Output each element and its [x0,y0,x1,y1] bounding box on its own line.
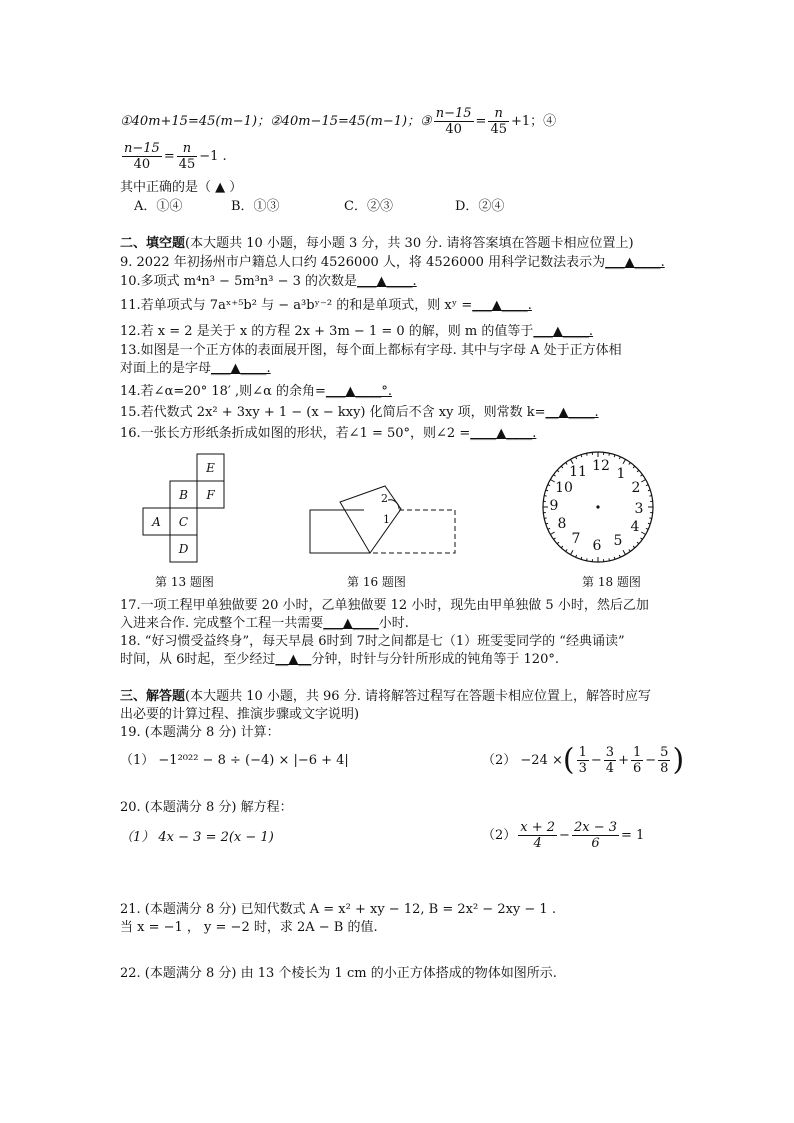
clock-tick [640,538,642,539]
clock-tick [609,453,610,455]
figure-caption-16: 第 16 题图 [347,575,406,589]
clock-tick [619,457,620,459]
q12: 12.若 x = 2 是关于 x 的方程 2x + 3m − 1 = 0 的解，则 m 的值等于___▲____. [120,324,594,339]
clock-tick [550,480,554,483]
q13-line2: 对面上的是字母___▲____. [120,361,271,376]
q10: 10.多项式 m⁴n³ − 5m³n³ − 3 的次数是___▲____. [120,274,417,289]
clock-tick [629,549,630,551]
q19-title: 19. (本题满分 8 分) 计算： [120,725,280,740]
clock-tick [566,463,567,465]
q18-line2: 时间，从 6时起，至少经过__▲__分钟，时针与分针所形成的钝角等于 120°. [120,652,559,667]
section3-instruction: (本大题共 10 小题，共 96 分. 请将解答过程写在答题卡相应位置上，解答时应写 [185,689,651,704]
clock-tick [554,475,556,476]
clock-tick [544,518,546,519]
net-letter-e: E [206,461,215,475]
clock-tick [561,466,563,468]
clock-tick [557,470,559,472]
q8-choice-c: C．②③ [344,199,393,214]
q8-question: 其中正确的是（ ▲ ） [120,180,243,195]
net-letter-b: B [179,488,188,502]
clock-number-9: 9 [549,498,559,514]
clock-tick [633,466,635,468]
q18-line1: 18. “好习惯受益终身”，每天早晨 6时到 7时之间都是七（1）班雯雯同学的 “经典诵读” [120,634,625,649]
section2-heading: 二、填空题 [120,236,186,251]
clock-number-8: 8 [557,516,567,532]
clock-tick [641,480,645,483]
clock-tick [633,546,635,548]
net-letter-a: A [152,515,161,529]
q19-part2: （2） −24 ×( $\frac{1}{3}$ − $\frac{3}{4}$ + $\frac{1}{6}$ − $\frac{5}{8}$ ) [482,742,685,778]
q17-line1: 17.一项工程甲单独做要 20 小时，乙单独做要 12 小时，现先由甲单独做 5 小时，然后乙加 [120,598,649,613]
q8-opt4-fraction: $\frac{n-15}{40}$ [124,141,160,172]
clock-tick [646,528,648,529]
clock-tick [640,475,642,476]
q8-choice-d: D．②④ [455,199,505,214]
clock-number-5: 5 [613,533,623,549]
q13-answer-blank: ___▲____. [211,361,271,376]
clock-tick [641,532,645,535]
q21-line1: 21. (本题满分 8 分) 已知代数式 A = x² + xy − 12, B = 2x² − 2xy − 1 . [120,902,556,917]
q17-answer-blank: ___▲____ [323,616,379,631]
q10-answer-blank: ___▲____. [357,274,417,289]
clock-figure [538,448,658,568]
angle-label-2: 2 [381,492,388,505]
clock-tick [587,558,588,560]
clock-tick [548,485,550,486]
clock-tick [548,528,550,529]
clock-tick [544,496,546,497]
q8-opt4-rhs-fraction: $\frac{n}{45}$ [178,141,196,172]
figure-caption-18: 第 18 题图 [582,575,641,589]
folded-strip-figure [305,478,460,558]
q8-choice-b: B．①③ [231,199,280,214]
clock-tick [554,538,556,539]
clock-tick [623,550,626,554]
q18-answer-blank: __▲__ [275,652,312,667]
clock-number-1: 1 [616,466,626,482]
section3-heading: 三、解答题 [120,689,186,704]
clock-number-11: 11 [569,464,587,480]
q11-answer-blank: ___▲____. [472,298,532,313]
q15: 15.若代数式 2x² + 3xy + 1 − (x − kxy) 化简后不含 xy 项，则常数 k=__▲____. [120,405,599,420]
q20-part2: （2） $\frac{x + 2}{4}$ − $\frac{2x - 3}{6}$ = 1 [482,820,645,851]
section3-instruction-line2: 出必要的计算过程、推演步骤或文字说明) [120,707,360,722]
clock-number-7: 7 [571,531,581,547]
q16-answer-blank: ____▲____. [470,426,537,441]
q8-options-line: ①40m+15=45(m−1)；②40m−15=45(m−1)；③ $\frac{n-15}{40}$ = $\frac{n}{45}$ +1；④ [120,106,557,137]
q15-answer-blank: __▲____. [545,405,599,420]
strip-left-part [310,510,370,553]
q8-opt3-rhs-fraction: $\frac{n}{45}$ [490,106,507,137]
q14-answer-blank: ___▲____°. [325,384,393,399]
clock-tick [646,485,648,486]
angle-2-arc [388,500,399,509]
net-letter-f: F [206,488,215,502]
q12-answer-blank: ___▲____. [533,324,594,339]
clock-tick [557,542,559,544]
q8-option4-line: $\frac{n-15}{40}$ = $\frac{n}{45}$ −1 . [124,141,227,172]
q13-line1: 13.如图是一个正方体的表面展开图，每个面上都标有字母. 其中与字母 A 处于正方体相 [120,343,622,358]
figure-caption-13: 第 13 题图 [155,575,214,589]
section2-heading-line [120,235,634,253]
clock-number-6: 6 [592,538,602,554]
clock-number-12: 12 [592,458,610,474]
q16: 16.一张长方形纸条折成如图的形状，若∠1 = 50°，则∠2 =____▲____. [120,426,537,441]
clock-tick [637,470,639,472]
section2-instruction: (本大题共 10 小题，每小题 3 分，共 30 分. 请将答案填在答题卡相应位置上) [185,236,634,251]
q8-opt3-fraction: $\frac{n-15}{40}$ [435,106,472,137]
q17-line2: 入进来合作. 完成整个工程一共需要___▲____小时. [120,616,409,631]
net-letter-c: C [178,515,189,529]
q19-part1: （1） −1²⁰²² − 8 ÷ (−4) × |−6 + 4| [120,753,349,768]
clock-number-3: 3 [634,501,644,517]
q11: 11.若单项式与 7aˣ⁺⁵b² 与 − a³bʸ⁻² 的和是单项式，则 xʸ =___▲____. [120,298,532,313]
q9-answer-blank: ___▲____. [605,255,665,270]
clock-tick [576,457,577,459]
clock-tick [623,459,626,463]
clock-tick [550,532,554,535]
clock-tick [587,453,588,455]
q22-line1: 22. (本题满分 8 分) 由 13 个棱长为 1 cm 的小正方体搭成的物体如图所示. [120,966,557,981]
q21-line2: 当 x = −1 ， y = −2 时，求 2A − B 的值. [120,920,378,935]
clock-tick [566,549,567,551]
clock-tick [609,558,610,560]
angle-label-1: 1 [383,513,390,526]
q8-opt12: ①40m+15=45(m−1)；②40m−15=45(m−1)；③ [120,114,432,129]
q14: 14.若∠α=20° 18′ ,则∠α 的余角=___▲____°. [120,384,393,399]
clock-tick [576,555,577,557]
section3-heading-line [120,688,651,706]
q8-choice-a: A．①④ [134,199,183,214]
clock-tick [637,542,639,544]
clock-number-4: 4 [630,519,640,535]
net-letter-d: D [178,542,189,556]
clock-tick [649,496,651,497]
clock-number-2: 2 [631,480,641,496]
q20-part1: （1） 4x − 3 = 2(x − 1) [120,830,274,845]
cube-net-figure [140,452,230,564]
clock-tick [571,550,574,554]
strip-folded-part [340,486,401,553]
clock-center-dot [596,505,599,508]
clock-tick [619,555,620,557]
clock-number-10: 10 [555,480,573,496]
clock-tick [649,518,651,519]
q9: 9. 2022 年初扬州市户籍总人口约 4526000 人，将 4526000 用科学记数法表示为___▲____. [120,255,665,270]
q20-title: 20. (本题满分 8 分) 解方程： [120,800,293,815]
clock-tick [629,463,630,465]
clock-tick [561,546,563,548]
